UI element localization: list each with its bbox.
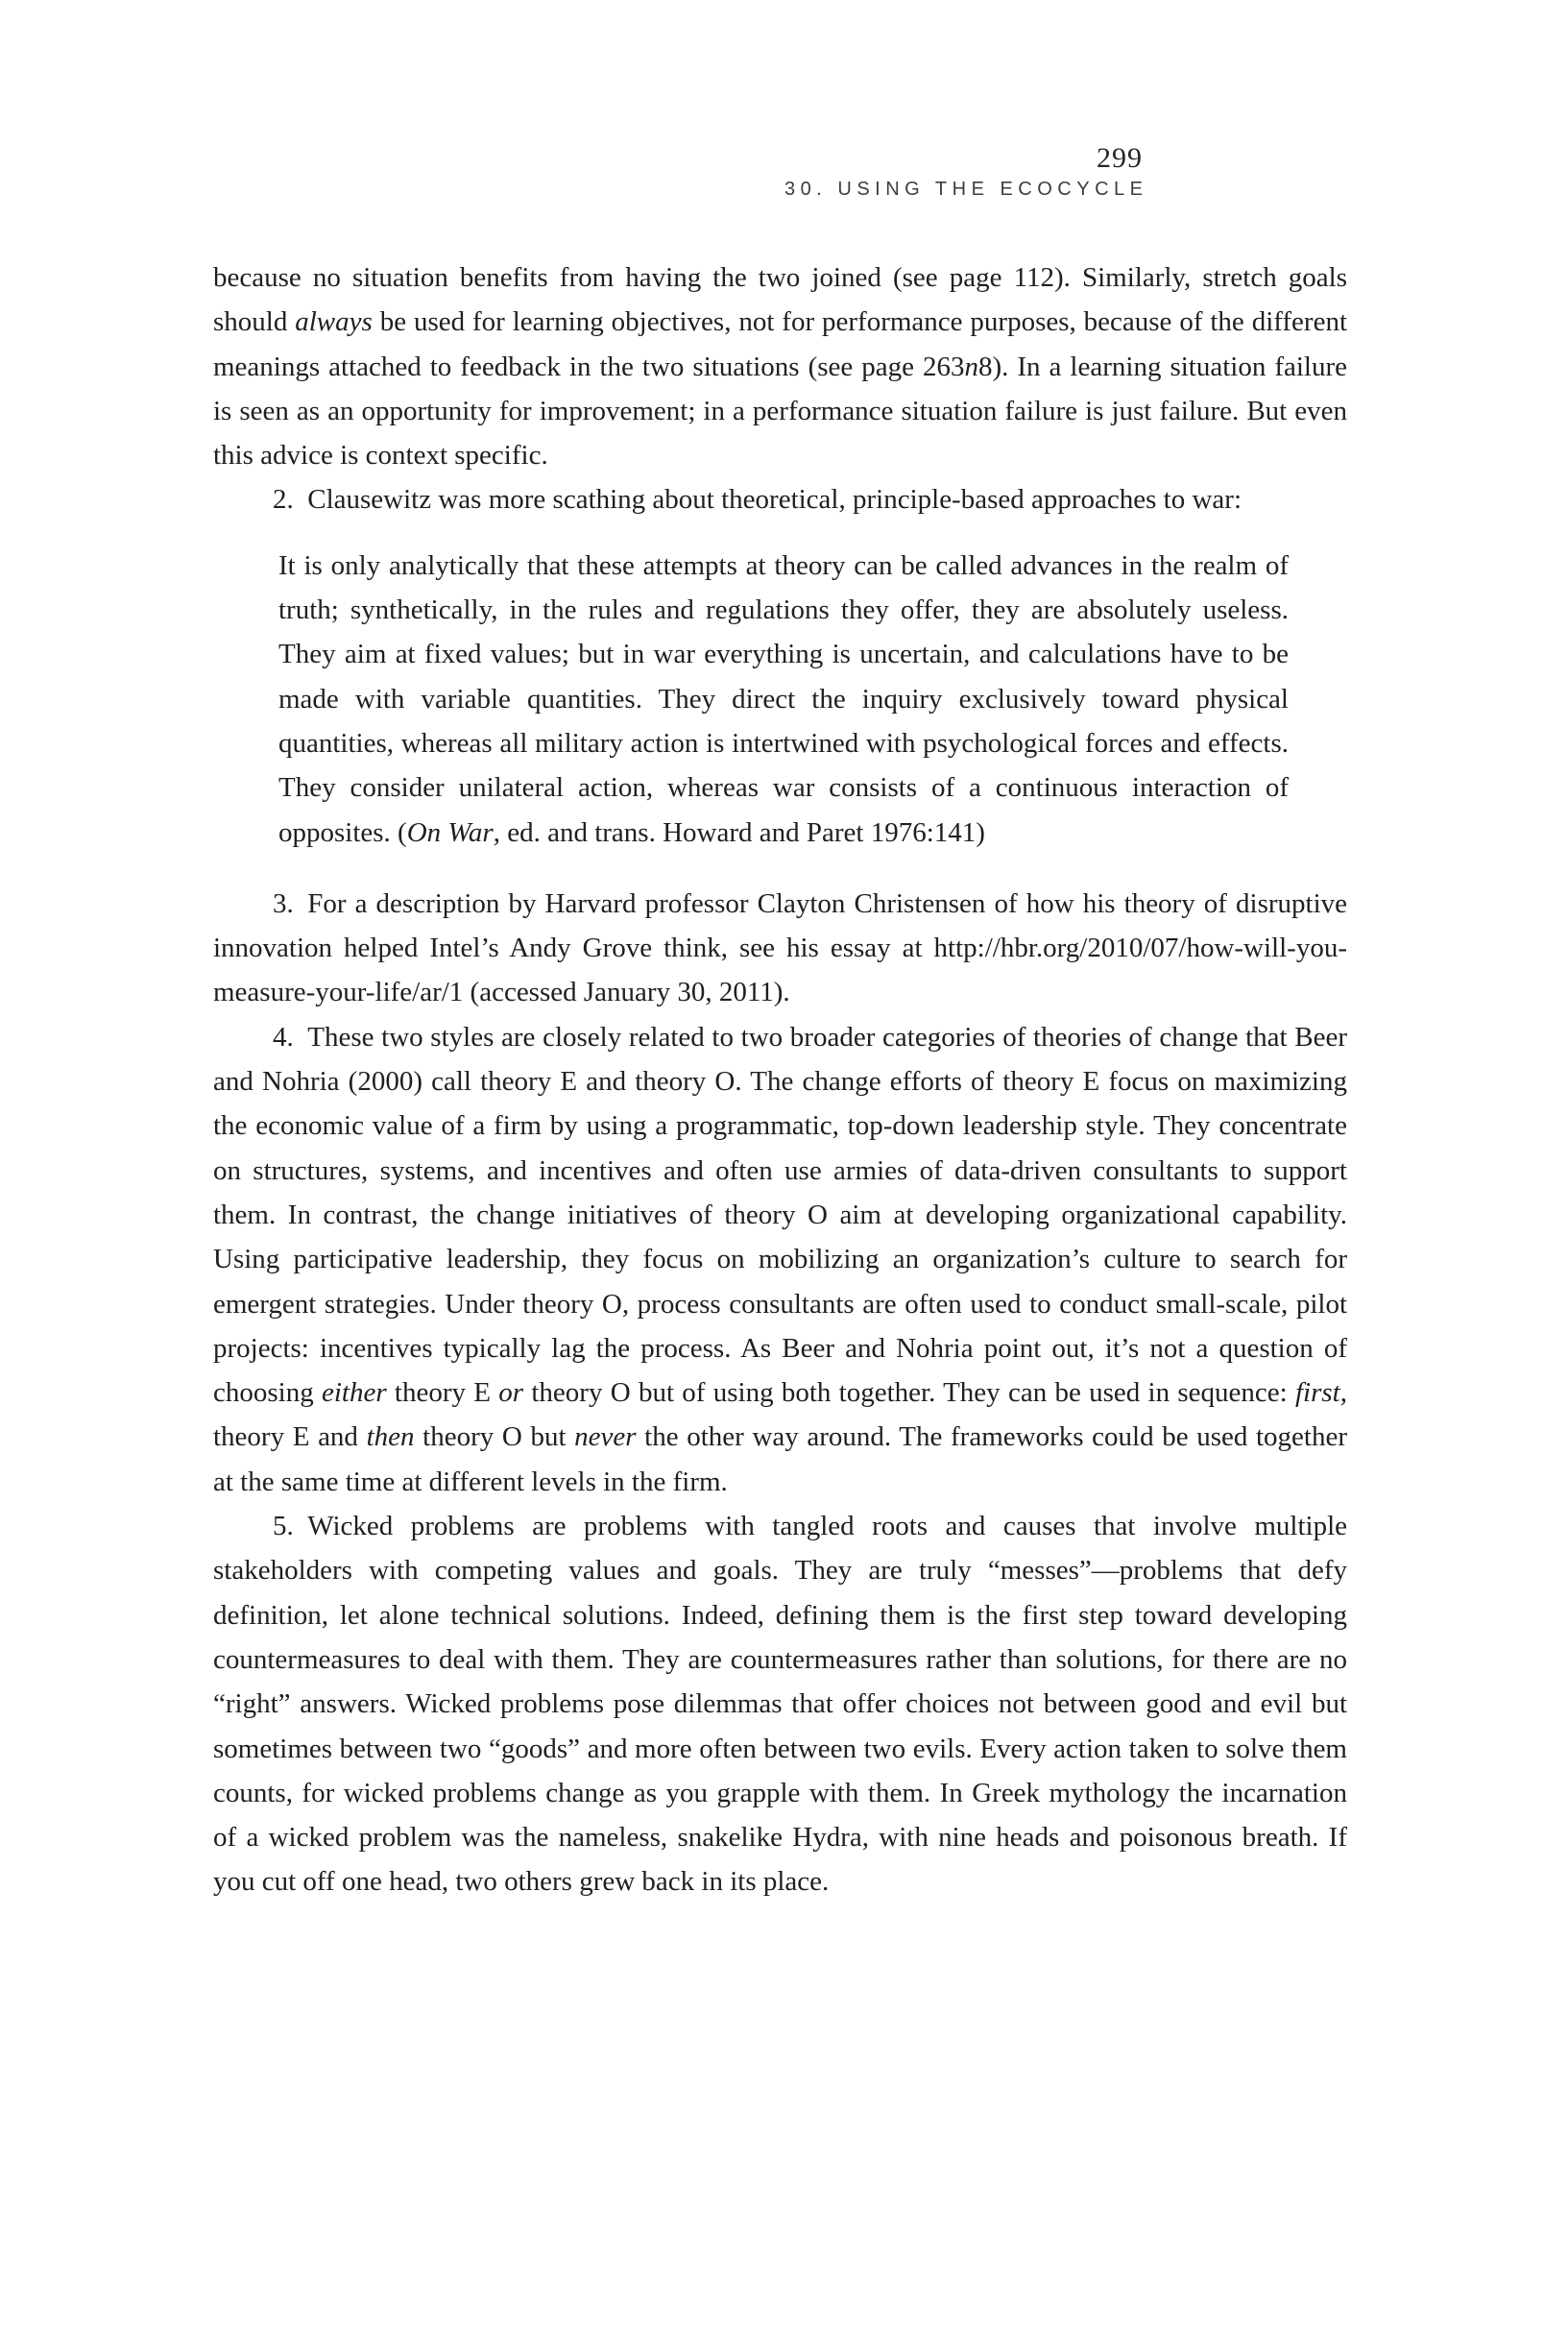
- text-run: 4. These two styles are closely related to two broader categories of theories of change that Beer and Nohria (2000) call theory E and theory O. The change efforts of theory E focus on maximizing the economic value of a firm by using a programmatic, top-down leadership style. They concentrate on structures, systems, and incentives and often use armies of data-driven consultants to support them. In contrast, the change initiatives of theory O aim at developing organizational capability. Using participative leadership, they focus on mobilizing an organization’s culture to search for emergent strategies. Under theory O, process consultants are often used to conduct small-scale, pilot projects: incentives typically lag the process. As Beer and Nohria point out, it’s not a question of choosing: [213, 1021, 1347, 1409]
- italic-text-run: or: [498, 1377, 524, 1409]
- page-header: [0, 142, 1148, 201]
- text-run: the other way around. The frameworks could be used together at the same time at different levels in the firm.: [213, 1421, 1348, 1497]
- text-run: 5. Wicked problems are problems with tangled roots and causes that involve multiple stakeholders with competing values and goals. They are truly “messes”—problems that defy definition, let alone technical solutions. Indeed, defining them is the first step toward developing countermeasures to deal with them. They are countermeasures rather than solutions, for there are no “right” answers. Wicked problems pose dilemmas that offer choices not between good and evil but sometimes between two “goods” and more often between two evils. Every action taken to solve them counts, for wicked problems change as you grapple with them. In Greek mythology the incarnation of a wicked problem was the nameless, snakelike Hydra, with nine heads and poisonous breath. If you cut off one head, two others grew back in its place.: [213, 1511, 1347, 1898]
- blockquote-clausewitz: [278, 544, 1289, 855]
- text-run: 8). In a learning situation failure is seen as an opportunity for improvement; in a performance situation failure is just failure. But even this advice is context specific.: [213, 351, 1347, 472]
- italic-text-run: n: [964, 351, 978, 382]
- text-run: , ed. and trans. Howard and Paret 1976:141): [493, 816, 985, 848]
- note-4: [213, 1015, 1347, 1504]
- text-run: because no situation benefits from having the two joined (see page 112). Similarly, stretch goals should: [213, 262, 1347, 338]
- text-run: theory O but: [414, 1421, 575, 1453]
- note-2: [213, 477, 1347, 521]
- page-number: 299: [1097, 142, 1143, 174]
- italic-text-run: either: [322, 1377, 387, 1409]
- text-run: 2. Clausewitz was more scathing about theoretical, principle-based approaches to war:: [273, 484, 1242, 516]
- italic-text-run: first: [1295, 1377, 1340, 1409]
- text-run: theory O but of using both together. They can be used in sequence:: [523, 1377, 1295, 1409]
- paragraph-stretch-goals: [213, 255, 1347, 477]
- text-run: 3. For a description by Harvard professor Clayton Christensen of how his theory of disruptive innovation helped Intel’s Andy Grove think, see his essay at http://hbr​.org/2010/07/how-will-you-measure-your-life/ar/1 (accessed January 30, 2011).: [213, 887, 1347, 1008]
- text-run: theory E: [386, 1377, 499, 1409]
- text-run: be used for learning objectives, not for performance purposes, because of the different meanings attached to feedback in the two situations (see page 263: [213, 306, 1347, 382]
- italic-text-run: never: [574, 1421, 637, 1453]
- italic-text-run: always: [295, 306, 373, 338]
- italic-text-run: On War: [406, 816, 494, 848]
- text-run: , theory E and: [213, 1377, 1347, 1453]
- text-run: It is only analytically that these attempts at theory can be called advances in the realm of truth; synthetically, in the rules and regulations they offer, they are absolutely useless. They aim at fixed values; but in war everything is uncertain, and calculations have to be made with variable quantities. They direct the inquiry exclusively toward physical quantities, whereas all military action is intertwined with psychological forces and effects. They consider unilateral action, whereas war consists of a continuous interaction of opposites. (: [278, 549, 1289, 848]
- page-body: [213, 255, 1347, 1904]
- running-title: 30. USING THE ECOCYCLE: [784, 179, 1148, 200]
- note-5: [213, 1504, 1347, 1904]
- note-3: [213, 882, 1347, 1015]
- italic-text-run: then: [366, 1421, 415, 1453]
